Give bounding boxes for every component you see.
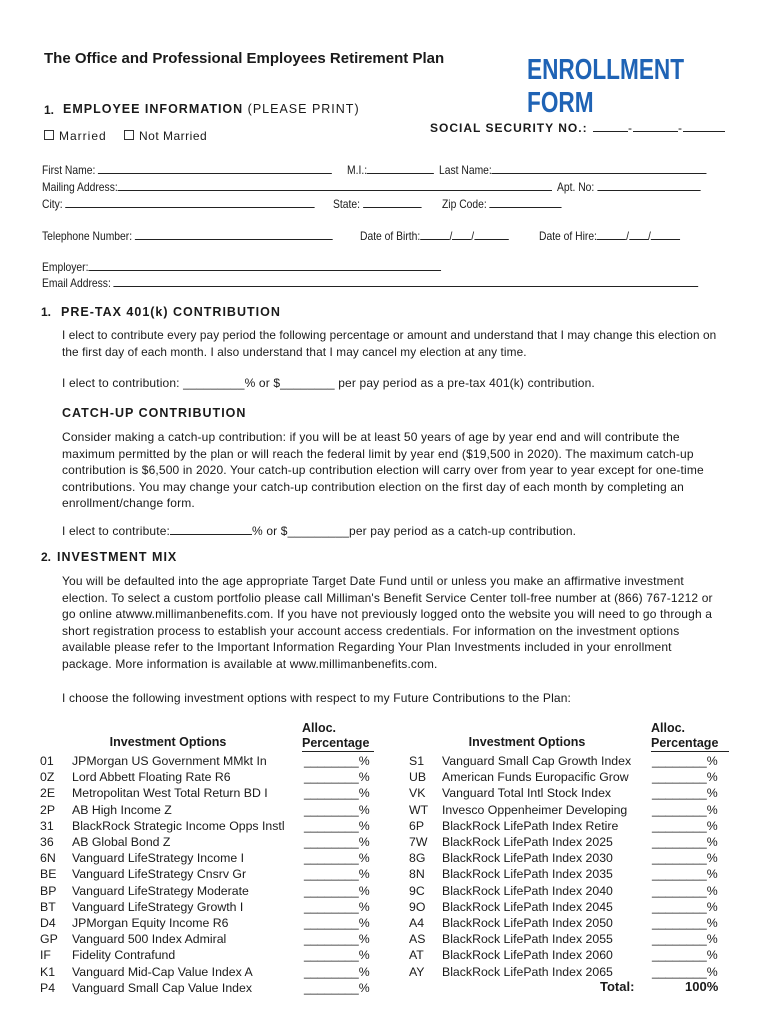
fund-code: A4 [409, 916, 425, 930]
allocation-percentage-input[interactable]: ________% [304, 964, 370, 979]
fund-code: 0Z [40, 770, 55, 785]
allocation-percentage-input[interactable]: ________% [304, 948, 370, 963]
fund-code: UB [409, 770, 427, 785]
fund-row[interactable] [0, 834, 770, 850]
fund-name: BlackRock LifePath Index 2060 [442, 948, 613, 963]
section-number: 1. [41, 305, 52, 319]
fund-row[interactable] [0, 866, 770, 882]
fund-code: 01 [40, 754, 54, 768]
allocation-percentage-input[interactable]: ________% [652, 770, 718, 785]
fund-code: AS [409, 932, 426, 947]
fund-name: Metropolitan West Total Return BD I [72, 786, 268, 801]
married-option[interactable] [44, 129, 107, 143]
fund-name: BlackRock LifePath Index 2045 [442, 899, 613, 914]
fund-row[interactable] [0, 964, 770, 980]
not-married-checkbox[interactable] [124, 130, 134, 140]
last-name-label: Last Name: [439, 163, 492, 177]
allocation-percentage-input[interactable]: ________% [652, 867, 718, 882]
pretax-election-line[interactable]: I elect to contribution: _________% or $________ per pay period as a pre-tax 401(k) contribution. [62, 376, 595, 390]
fund-code: 31 [40, 818, 54, 833]
allocation-percentage-input[interactable]: ________% [304, 802, 370, 817]
fund-name: Vanguard LifeStrategy Growth I [72, 899, 244, 914]
catchup-heading: CATCH-UP CONTRIBUTION [62, 406, 247, 420]
fund-name: BlackRock LifePath Index Retire [442, 818, 619, 833]
fund-row[interactable] [0, 818, 770, 834]
date-of-birth-label: Date of Birth: [360, 229, 421, 243]
fund-code: VK [409, 786, 426, 801]
fund-code: 2P [40, 802, 56, 817]
allocation-percentage-input[interactable]: ________% [652, 948, 718, 963]
fund-name: BlackRock Strategic Income Opps Instl [72, 818, 285, 833]
not-married-label: Not Married [139, 129, 208, 143]
fund-row[interactable] [0, 785, 770, 801]
date-of-birth-field[interactable]: Date of Birth: / / [360, 228, 509, 243]
first-name-field[interactable] [42, 162, 332, 177]
fund-name: BlackRock LifePath Index 2030 [442, 851, 613, 866]
section-heading-investment: INVESTMENT MIX [57, 550, 178, 564]
fund-name: AB High Income Z [72, 802, 172, 817]
fund-code: 6P [409, 818, 425, 833]
fund-code: 36 [40, 835, 54, 849]
section-number: 2. [41, 550, 52, 564]
fund-name: Vanguard LifeStrategy Cnsrv Gr [72, 867, 247, 882]
married-label: Married [59, 129, 107, 143]
allocation-percentage-input[interactable]: ________% [304, 867, 370, 882]
email-field[interactable] [42, 275, 699, 290]
fund-code: 9O [409, 899, 426, 914]
fund-name: BlackRock LifePath Index 2055 [442, 932, 613, 947]
fund-name: Fidelity Contrafund [72, 948, 176, 963]
fund-code: BT [40, 899, 56, 914]
fund-row[interactable] [0, 802, 770, 818]
first-name-label: First Name: [42, 163, 96, 177]
fund-name: Lord Abbett Floating Rate R6 [72, 770, 231, 785]
allocation-percentage-input[interactable]: ________% [652, 916, 718, 930]
fund-name: JPMorgan Equity Income R6 [72, 916, 229, 930]
fund-row[interactable] [0, 915, 770, 931]
allocation-percentage-input[interactable]: ________% [652, 883, 718, 898]
fund-code: 8G [409, 851, 426, 866]
allocation-percentage-input[interactable]: ________% [304, 818, 370, 833]
allocation-percentage-input[interactable]: ________% [652, 899, 718, 914]
plan-title: The Office and Professional Employees Retirement Plan [44, 50, 445, 67]
fund-name: AB Global Bond Z [72, 835, 171, 849]
mailing-address-label: Mailing Address: [42, 180, 118, 194]
fund-row[interactable] [0, 883, 770, 899]
heading-text: EMPLOYEE INFORMATION [63, 102, 244, 116]
alloc-line2: Percentage [651, 736, 719, 750]
fund-code: 2E [40, 786, 56, 801]
fund-row[interactable] [0, 753, 770, 769]
fund-code: BE [40, 867, 57, 882]
left-header-rule [302, 751, 374, 752]
fund-name: JPMorgan US Government MMkt In [72, 754, 267, 768]
section-heading-pretax: PRE-TAX 401(k) CONTRIBUTION [61, 305, 281, 319]
allocation-percentage-input[interactable]: ________% [304, 786, 370, 801]
allocation-percentage-input[interactable]: ________% [652, 802, 718, 817]
allocation-percentage-input[interactable]: ________% [652, 754, 718, 768]
left-col-options-header: Investment Options [109, 735, 227, 749]
zip-field[interactable] [442, 196, 562, 211]
apt-no-label: Apt. No: [557, 180, 595, 194]
fund-code: K1 [40, 964, 56, 979]
fund-name: BlackRock LifePath Index 2050 [442, 916, 613, 930]
allocation-percentage-input[interactable]: ________% [304, 754, 370, 768]
catchup-paragraph: Consider making a catch-up contribution: if you will be at least 50 years of age by year end and will contribute the maximum permitted by the plan or will reach the federal limit by year end ($19,500 in 2020). The maximum catch-up contribution is $6,500 in 2020. Your catch-up contribution election will carry over from year to year except for one-time contributions. You may change your catch-up contribution election on the first day of each month by completing an enrollment/change form. [62, 430, 704, 510]
right-header-rule [651, 751, 729, 752]
right-col-options-header: Investment Options [468, 735, 586, 749]
catchup-election-line[interactable] [62, 523, 717, 540]
fund-code: 8N [409, 867, 425, 882]
right-col-alloc-header [651, 721, 729, 751]
allocation-percentage-input[interactable]: ________% [652, 851, 718, 866]
fund-row[interactable] [0, 931, 770, 947]
fund-code: WT [409, 802, 429, 817]
mi-label: M.I.: [347, 163, 368, 177]
fund-code: BP [40, 883, 57, 898]
fund-name: Vanguard Mid-Cap Value Index A [72, 964, 253, 979]
apt-no-field[interactable] [557, 179, 700, 194]
not-married-option[interactable] [124, 129, 207, 143]
mi-field[interactable] [347, 162, 434, 177]
fund-row[interactable] [0, 769, 770, 785]
email-label: Email Address: [42, 276, 111, 290]
fund-name: BlackRock LifePath Index 2025 [442, 835, 613, 849]
catchup-elect-label: I elect to contribute: [62, 524, 171, 538]
allocation-percentage-input[interactable]: ________% [304, 851, 370, 866]
investment-paragraph: You will be defaulted into the age appropriate Target Date Fund until or unless you make an affirmative investment election. To select a custom portfolio please call Milliman's Benefit Service Center toll-free number at (866) 767-1212 or go online atwww.millimanbenefits.com. If you have not previously logged onto the website you will need to go through a short registration process to establish your account access credentials. For information on the investment options available please refer to the Important Information Regarding Your Plan Investments included in your enrollment package. More information is available at www.millimanbenefits.com. [62, 574, 713, 671]
employer-field[interactable] [42, 259, 441, 274]
zip-label: Zip Code: [442, 197, 487, 211]
fund-code: GP [40, 932, 58, 947]
allocation-percentage-input[interactable]: ________% [652, 835, 718, 849]
pretax-paragraph: I elect to contribute every pay period the following percentage or amount and understand that I may change this election on the first day of each month. I also understand that I may cancel my election at any time. [62, 328, 717, 359]
left-col-alloc-header [302, 721, 374, 751]
total-label: Total: [600, 979, 635, 994]
ssn-field[interactable]: - - [593, 120, 725, 135]
fund-name: BlackRock LifePath Index 2040 [442, 883, 613, 898]
fund-code: AY [409, 964, 425, 979]
fund-row[interactable] [0, 947, 770, 963]
allocation-percentage-input[interactable]: ________% [304, 980, 370, 995]
employer-label: Employer: [42, 260, 89, 274]
allocation-percentage-input[interactable]: ________% [304, 899, 370, 914]
married-checkbox[interactable] [44, 130, 54, 140]
alloc-line1: Alloc. [302, 721, 337, 735]
allocation-percentage-input[interactable]: ________% [304, 770, 370, 785]
allocation-percentage-input[interactable]: ________% [304, 932, 370, 947]
ssn-label: SOCIAL SECURITY NO.: [430, 121, 588, 135]
fund-code: S1 [409, 754, 425, 768]
fund-row[interactable] [0, 850, 770, 866]
investment-choose-line: I choose the following investment options with respect to my Future Contributions to the Plan: [62, 691, 572, 705]
fund-name: Vanguard Small Cap Value Index [72, 980, 253, 995]
state-label: State: [333, 197, 360, 211]
fund-code: 7W [409, 835, 428, 849]
total-value: 100% [685, 979, 719, 994]
alloc-line2: Percentage [302, 736, 370, 750]
allocation-percentage-input[interactable]: ________% [652, 964, 718, 979]
telephone-label: Telephone Number: [42, 229, 133, 243]
fund-name: Vanguard Small Cap Growth Index [442, 754, 632, 768]
fund-name: BlackRock LifePath Index 2035 [442, 867, 613, 882]
last-name-field[interactable] [439, 162, 707, 177]
date-of-hire-field[interactable]: Date of Hire: / / [539, 228, 680, 243]
fund-code: IF [40, 948, 51, 963]
form-title: ENROLLMENT FORM [527, 54, 685, 119]
fund-name: American Funds Europacific Grow [442, 770, 629, 785]
allocation-percentage-input[interactable]: ________% [652, 932, 718, 947]
city-label: City: [42, 197, 63, 211]
heading-note: (PLEASE PRINT) [247, 102, 360, 116]
allocation-percentage-input[interactable]: ________% [304, 883, 370, 898]
fund-code: AT [409, 948, 424, 963]
fund-row[interactable] [0, 980, 770, 996]
allocation-percentage-input[interactable]: ________% [304, 835, 370, 849]
date-of-hire-label: Date of Hire: [539, 229, 597, 243]
fund-name: Vanguard LifeStrategy Income I [72, 851, 245, 866]
fund-name: Vanguard 500 Index Admiral [72, 932, 227, 947]
fund-name: BlackRock LifePath Index 2065 [442, 964, 613, 979]
catchup-elect-rest: % or $_________per pay period as a catch-up contribution. [252, 524, 577, 538]
fund-code: 9C [409, 883, 425, 898]
allocation-percentage-input[interactable]: ________% [304, 916, 370, 930]
fund-name: Vanguard Total Intl Stock Index [442, 786, 612, 801]
state-field[interactable] [333, 196, 421, 211]
alloc-line1: Alloc. [651, 721, 686, 735]
city-field[interactable] [42, 196, 315, 211]
allocation-percentage-input[interactable]: ________% [652, 786, 718, 801]
telephone-field[interactable] [42, 228, 333, 243]
fund-code: D4 [40, 916, 56, 930]
section-heading-employee-info [63, 102, 360, 116]
fund-name: Invesco Oppenheimer Developing [442, 802, 628, 817]
fund-row[interactable] [0, 899, 770, 915]
allocation-percentage-input[interactable]: ________% [652, 818, 718, 833]
fund-name: Vanguard LifeStrategy Moderate [72, 883, 249, 898]
section-number: 1. [44, 103, 55, 117]
fund-code: 6N [40, 851, 56, 866]
fund-code: P4 [40, 980, 56, 995]
mailing-address-field[interactable] [42, 179, 552, 194]
